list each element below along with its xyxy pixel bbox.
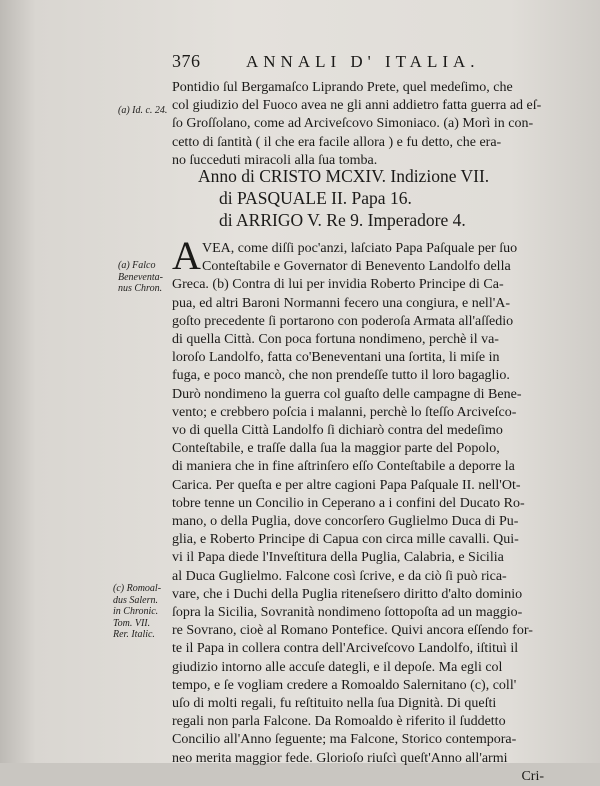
text-line: Durò nondimeno la guerra col guaſto delle campagne di Bene-: [172, 386, 522, 402]
margin-note-line: in Chronic.: [113, 606, 159, 617]
text-line: vare, che i Duchi della Puglia riteneſsero diritto d'alto dominio: [172, 586, 523, 602]
text-line: uſo di molti regali, fu reſtituito nella ſua Dignità. Di queſti: [172, 696, 497, 712]
text-line: tobre tenne un Concilio in Ceperano a i confini del Ducato Ro-: [172, 495, 525, 511]
text-line: goſto precedente ſi portarono con poderoſa Armata all'aſſedio: [172, 313, 514, 329]
margin-note-c: [113, 583, 161, 641]
top-paragraph: [172, 79, 544, 170]
margin-note-line: nus Chron.: [118, 283, 163, 294]
text-line: tempo, e ſe vogliam credere a Romoaldo Salernitano (c), coll': [172, 677, 517, 693]
text-line: cetto di ſantità ( il che era facile allora ) e fu detto, che era-: [172, 134, 502, 150]
text-line: re Sovrano, cioè al Romano Pontefice. Quivi ancora eſſendo for-: [172, 623, 533, 639]
text-line: giudizio intorno alle accuſe dategli, e il depoſe. Ma egli col: [172, 659, 503, 675]
margin-note-b: [118, 260, 163, 295]
margin-note-line: (a) Falco: [118, 260, 156, 271]
margin-note-line: (c) Romoal-: [113, 583, 162, 594]
text-line: Carica. Per queſta e per altre cagioni Papa Paſquale II. nell'Ot-: [172, 477, 521, 493]
text-line: col giudizio del Fuoco avea ne gli anni addietro fatta guerra ad eſ-: [172, 98, 542, 114]
running-title: ANNALI D' ITALIA.: [246, 52, 480, 71]
text-line: te il Papa in collera contra dell'Arciveſcovo Landolfo, iſtituì il: [172, 641, 519, 657]
drop-cap: A: [172, 233, 201, 278]
text-line: pua, ed altri Baroni Normanni fecero una congiura, e nell'A-: [172, 295, 511, 311]
text-line: neo merita maggior fede. Glorioſo riuſcì queſt'Anno all'armi: [172, 750, 508, 766]
text-line: al Duca Guglielmo. Falcone così ſcrive, e da ciò ſi può rica-: [172, 568, 507, 584]
margin-note-line: dus Salern.: [113, 594, 158, 606]
margin-note-line: Rer. Italic.: [113, 629, 155, 640]
text-line: vo di quella Città Landolfo ſi dichiarò contra del medeſimo: [172, 423, 503, 439]
text-line: no ſucceduti miracoli alla ſua tomba.: [172, 152, 378, 168]
text-line: di quella Città. Con poca fortuna nondimeno, perchè il va-: [172, 332, 499, 348]
heading-line-1: Anno di CRISTO MCXIV. Indizione VII.: [198, 166, 490, 186]
text-line: glia, e Roberto Principe di Capua con circa mille cavalli. Qui-: [172, 532, 519, 548]
text-line: ſopra la Sicilia, Sovranità nondimeno ſottopoſta ad un maggio-: [172, 605, 523, 621]
text-line: Pontidio ſul Bergamaſco Liprando Prete, quel medeſimo, che: [172, 80, 513, 95]
text-line: vi il Papa diede l'Inveſtitura della Puglia, Calabria, e Sicilia: [172, 550, 504, 566]
year-heading: [198, 165, 489, 231]
margin-note-line: Beneventa-: [118, 271, 163, 283]
heading-line-2: di PASQUALE II. Papa 16.: [219, 188, 412, 208]
heading-line-3: di ARRIGO V. Re 9. Imperadore 4.: [219, 210, 466, 230]
margin-note-line: Tom. VII.: [113, 617, 151, 629]
text-line: loroſo Landolfo, fatta co'Beneventani una ſortita, li miſe in: [172, 350, 500, 366]
page-number: 376: [172, 51, 201, 71]
text-line: fuga, e poco mancò, che non prendeſſe tutto il loro bagaglio.: [172, 368, 510, 384]
text-line: di maniera che in fine aſtrinſero eſſo Conteſtabile a deporre la: [172, 459, 515, 475]
text-line: mano, o della Puglia, dove concorſero Guglielmo Duca di Pu-: [172, 514, 519, 530]
catchword: Cri-: [521, 768, 544, 784]
text-line: Conteſtabile, e traſſe dalla ſua la maggior parte del Popolo,: [172, 441, 500, 457]
margin-note-a: [118, 105, 167, 117]
margin-note-line: (a) Id. c. 24.: [118, 105, 168, 116]
text-line: Greca. (b) Contra di lui per invidia Roberto Principe di Ca-: [172, 277, 504, 293]
text-line: Conteſtabile e Governator di Benevento Landolfo della: [202, 259, 511, 275]
text-line: VEA, come diſſi poc'anzi, laſciato Papa Paſquale per ſuo: [202, 241, 518, 256]
text-line: regali non parla Falcone. Da Romoaldo è riferito il ſuddetto: [172, 714, 506, 730]
body-paragraph: [172, 240, 544, 786]
text-line: ſo Groſſolano, come ad Arciveſcovo Simoniaco. (a) Morì in con-: [172, 116, 534, 132]
text-line: Concilio all'Anno ſeguente; ma Falcone, Storico contempora-: [172, 732, 517, 748]
text-line: vento; e crebbero poſcia i malanni, perchè lo ſteſſo Arciveſco-: [172, 404, 517, 420]
